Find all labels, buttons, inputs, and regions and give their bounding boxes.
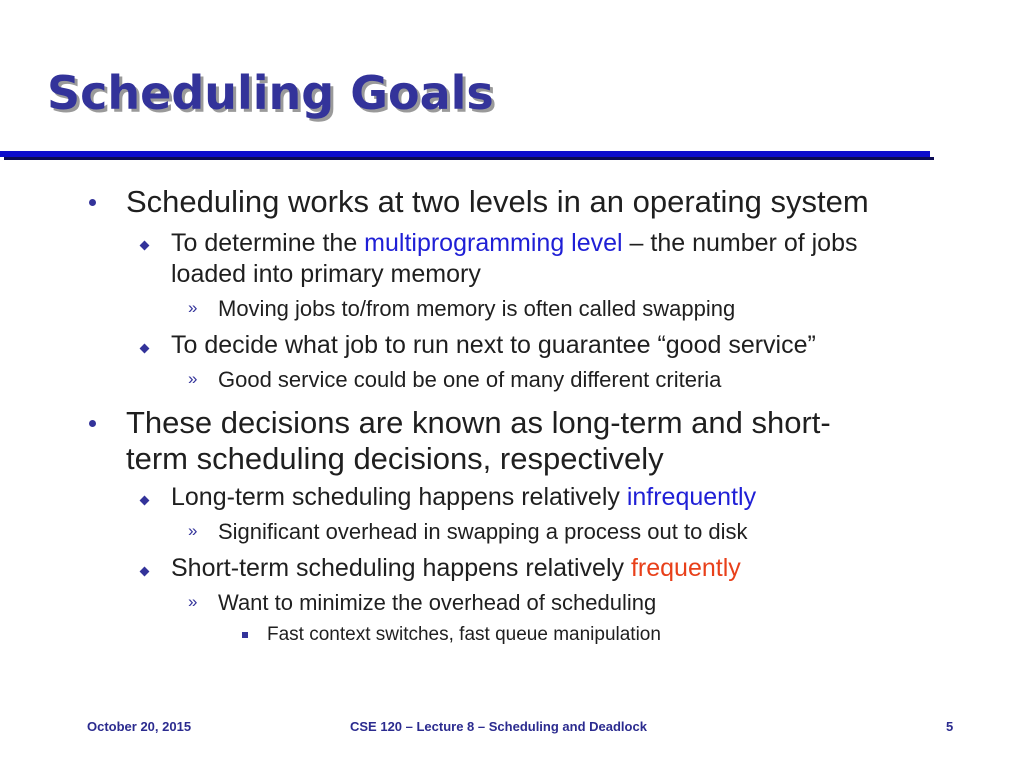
diamond-bullet-icon	[140, 344, 150, 354]
footer-course-title: CSE 120 – Lecture 8 – Scheduling and Deadlock	[350, 719, 647, 734]
highlight-multiprogramming-level: multiprogramming level	[364, 229, 623, 257]
bullet-level2	[171, 229, 857, 258]
bullet-level1: These decisions are known as long-term and short-	[126, 405, 831, 440]
double-chevron-bullet-icon: »	[188, 521, 198, 540]
footer-page-number: 5	[946, 719, 954, 734]
title-divider-shadow	[4, 157, 934, 160]
double-chevron-bullet-icon: »	[188, 369, 198, 388]
slide-title: Scheduling Goals	[47, 66, 494, 120]
bullet-level3: Moving jobs to/from memory is often called swapping	[218, 296, 736, 321]
diamond-bullet-icon	[140, 241, 150, 251]
double-chevron-bullet-icon: »	[188, 592, 198, 611]
bullet-level2	[171, 483, 756, 512]
highlight-frequently: frequently	[630, 554, 741, 582]
diamond-bullet-icon	[140, 567, 150, 577]
double-chevron-bullet-icon: »	[188, 298, 198, 317]
bullet-level3: Significant overhead in swapping a process out to disk	[218, 519, 748, 544]
bullet-level2-continuation: loaded into primary memory	[171, 260, 481, 288]
bullet-level4: Fast context switches, fast queue manipulation	[267, 624, 661, 645]
bullet-text: Long-term scheduling happens relatively	[171, 483, 627, 511]
bullet-level3: Good service could be one of many different criteria	[218, 367, 722, 392]
footer-date: October 20, 2015	[87, 719, 192, 734]
bullet-level2: To decide what job to run next to guarantee “good service”	[171, 331, 816, 359]
square-bullet-icon	[242, 632, 248, 638]
bullet-text: – the number of jobs	[622, 229, 858, 257]
bullet-level2	[171, 554, 741, 583]
diamond-bullet-icon	[140, 496, 150, 506]
bullet-level1-continuation: term scheduling decisions, respectively	[126, 441, 664, 476]
round-bullet-icon	[89, 199, 96, 206]
bullet-text: Short-term scheduling happens relatively	[171, 554, 631, 582]
bullet-text: To determine the	[171, 229, 365, 257]
bullet-level3: Want to minimize the overhead of scheduling	[218, 590, 657, 615]
highlight-infrequently: infrequently	[626, 483, 757, 511]
round-bullet-icon	[89, 420, 96, 427]
bullet-level1: Scheduling works at two levels in an operating system	[126, 184, 869, 219]
